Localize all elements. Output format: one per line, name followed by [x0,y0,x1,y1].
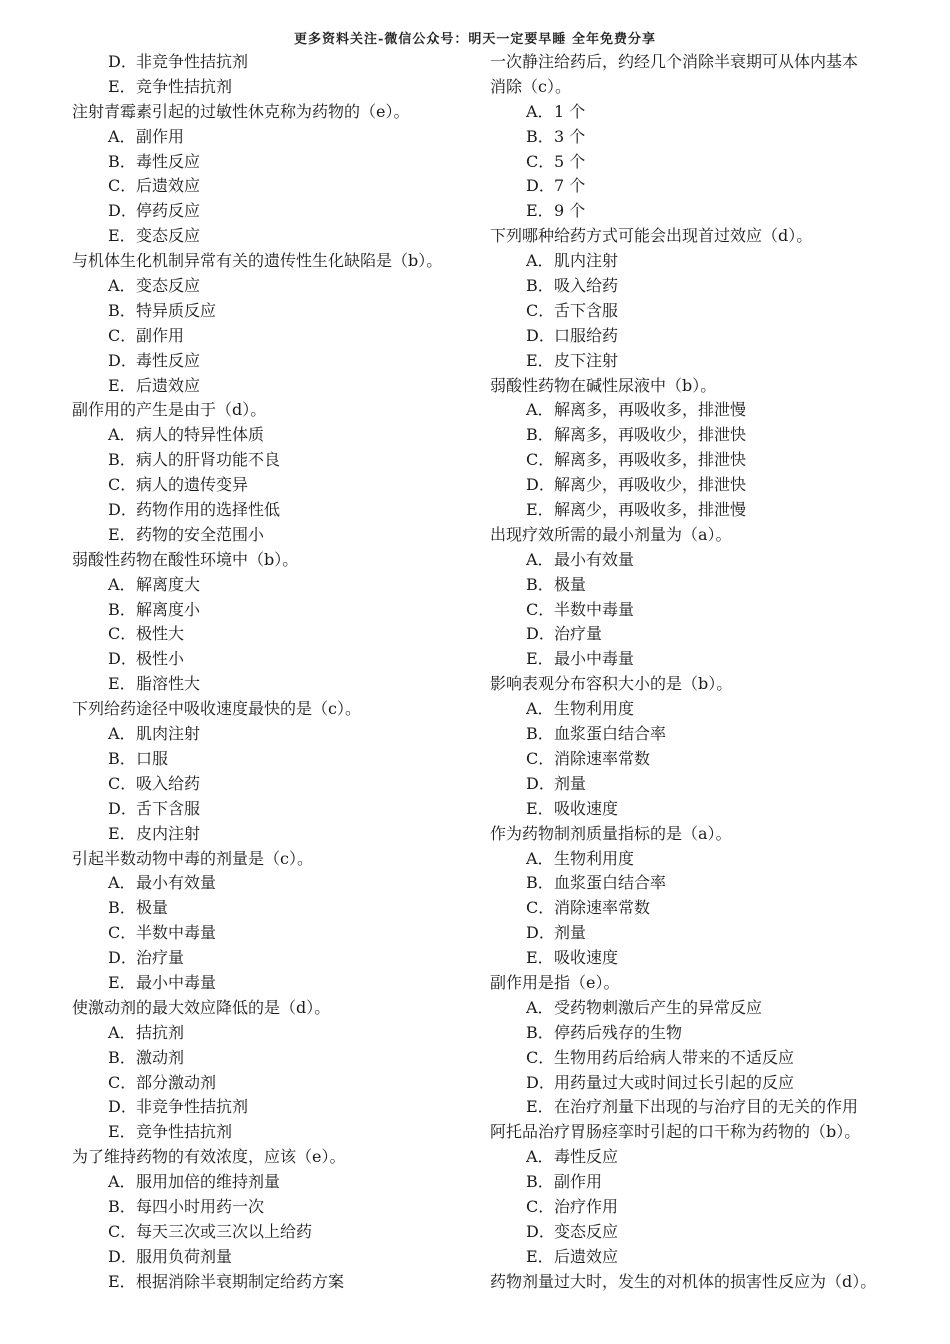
option-letter: D． [108,201,137,221]
option-text: 变态反应 [136,226,201,246]
option-text: 药物的安全范围小 [136,524,265,544]
option-text: 服用加倍的维持剂量 [136,1172,281,1192]
option-letter: B． [526,276,554,296]
answer-option [490,548,890,573]
option-letter: E． [108,972,136,992]
answer-option [490,772,890,797]
answer-option [72,1245,472,1270]
option-letter: C． [526,151,555,171]
option-letter: D． [526,1221,555,1241]
option-text: 皮内注射 [136,823,201,843]
option-letter: A． [108,873,136,893]
answer-option [72,1021,472,1046]
option-text: 解离度小 [136,599,201,619]
answer-option [490,747,890,772]
question-text: 引起半数动物中毒的剂量是（c）。 [72,848,313,868]
option-letter: A． [526,1147,554,1167]
answer-option [72,374,472,399]
answer-option [72,672,472,697]
option-letter: E． [108,823,136,843]
answer-option [72,448,472,473]
question-text: 副作用是指（e）。 [490,972,620,992]
answer-option [72,299,472,324]
option-text: 每四小时用药一次 [136,1196,265,1216]
answer-option [490,946,890,971]
answer-option [72,871,472,896]
option-text: 治疗量 [136,948,185,968]
option-letter: D． [108,52,137,71]
option-letter: D． [108,500,137,520]
option-text: 根据消除半衰期制定给药方案 [136,1271,345,1291]
option-letter: D． [526,325,555,345]
option-text: 极量 [136,898,169,918]
option-letter: D． [108,948,137,968]
option-text: 半数中毒量 [554,599,635,619]
answer-option [72,1095,472,1120]
option-text: 吸入给药 [554,276,619,296]
answer-option [72,349,472,374]
answer-option [72,199,472,224]
option-letter: A． [526,848,554,868]
option-text: 脂溶性大 [136,674,201,694]
answer-option [72,573,472,598]
option-letter: D． [108,1097,137,1117]
option-text: 最小中毒量 [136,972,217,992]
option-text: 在治疗剂量下出现的与治疗目的无关的作用 [554,1097,859,1117]
option-letter: A． [526,699,554,719]
answer-option [490,249,890,274]
option-text: 3 个 [554,126,586,146]
option-letter: A． [526,251,554,271]
answer-option [490,324,890,349]
option-text: 激动剂 [136,1047,185,1067]
answer-option [490,1245,890,1270]
option-letter: A． [108,276,136,296]
option-text: 生物利用度 [554,848,635,868]
option-text: 服用负荷剂量 [136,1246,233,1266]
option-letter: A． [108,1022,136,1042]
answer-option [490,274,890,299]
answer-option [72,747,472,772]
option-letter: C． [108,624,137,644]
answer-option [72,224,472,249]
option-letter: B． [526,425,554,445]
option-text: 部分激动剂 [136,1072,217,1092]
option-letter: B． [526,126,554,146]
option-text: 最小有效量 [554,549,635,569]
left-column [72,50,472,1295]
option-letter: C． [526,898,555,918]
answer-option [490,1195,890,1220]
option-letter: B． [526,1022,554,1042]
option-text: 受药物刺激后产生的异常反应 [554,997,763,1017]
answer-option [490,1145,890,1170]
option-letter: A． [526,549,554,569]
option-letter: D． [108,649,137,669]
option-letter: D． [108,350,137,370]
answer-option [490,1220,890,1245]
answer-option [490,125,890,150]
option-letter: E． [108,1271,136,1291]
option-text: 生物用药后给病人带来的不适反应 [554,1047,795,1067]
answer-option [72,523,472,548]
option-letter: E． [108,524,136,544]
option-text: 毒性反应 [554,1147,619,1167]
question-text: 注射青霉素引起的过敏性休克称为药物的（e）。 [72,101,410,121]
answer-option [72,150,472,175]
option-letter: B． [108,1047,136,1067]
question-text: 出现疗效所需的最小剂量为（a）。 [490,524,732,544]
option-letter: E． [108,375,136,395]
answer-option [72,722,472,747]
option-text: 极量 [554,574,587,594]
option-text: 9 个 [554,201,586,221]
question-text: 一次静注给药后，约经几个消除半衰期可从体内基本 [490,52,859,71]
option-text: 极性大 [136,624,185,644]
option-letter: B． [526,724,554,744]
option-text: 最小中毒量 [554,649,635,669]
option-letter: C． [108,1072,137,1092]
answer-option [72,647,472,672]
option-text: 病人的遗传变异 [136,475,249,495]
answer-option [72,1195,472,1220]
answer-option [72,75,472,100]
answer-option [72,1046,472,1071]
option-letter: D． [526,923,555,943]
answer-option [490,697,890,722]
option-text: 药物作用的选择性低 [136,500,281,520]
option-letter: A． [108,1172,136,1192]
answer-option [72,473,472,498]
option-letter: D． [526,1072,555,1092]
answer-option [72,174,472,199]
option-letter: B． [108,748,136,768]
option-letter: B． [108,151,136,171]
option-text: 口服 [136,748,169,768]
option-letter: E． [526,350,554,370]
question-text: 下列哪种给药方式可能会出现首过效应（d）。 [490,226,813,246]
option-text: 毒性反应 [136,350,201,370]
option-text: 肌肉注射 [136,724,201,744]
option-letter: E． [526,1246,554,1266]
answer-option [490,1170,890,1195]
page-header: 更多资料关注-微信公众号：明天一定要早睡 全年免费分享 [294,32,656,47]
option-letter: E． [526,649,554,669]
option-text: 5 个 [554,151,586,171]
option-text: 解离多，再吸收多，排泄快 [554,450,747,470]
option-text: 停药反应 [136,201,201,221]
option-text: 特异质反应 [136,300,217,320]
answer-option [490,722,890,747]
answer-option [490,871,890,896]
option-text: 剂量 [554,773,587,793]
option-letter: A． [108,724,136,744]
option-text: 解离度大 [136,574,201,594]
option-letter: E． [108,76,136,96]
answer-option [490,498,890,523]
option-text: 后遗效应 [136,375,201,395]
answer-option [72,921,472,946]
question-text: 消除（c）。 [490,76,571,96]
option-letter: C． [108,1221,137,1241]
answer-option [490,647,890,672]
question-text: 下列给药途径中吸收速度最快的是（c）。 [72,699,361,719]
option-letter: C． [108,325,137,345]
answer-option [72,498,472,523]
answer-option [72,1120,472,1145]
option-text: 血浆蛋白结合率 [554,724,667,744]
option-text: 竞争性拮抗剂 [136,76,233,96]
option-text: 副作用 [136,126,185,146]
option-letter: C． [526,1196,555,1216]
option-text: 血浆蛋白结合率 [554,873,667,893]
option-letter: D． [526,773,555,793]
answer-option [72,50,472,75]
option-text: 半数中毒量 [136,923,217,943]
option-letter: D． [526,475,555,495]
question-text: 弱酸性药物在碱性尿液中（b）。 [490,375,717,395]
answer-option [72,971,472,996]
answer-option [490,398,890,423]
option-letter: E． [526,948,554,968]
option-text: 竞争性拮抗剂 [136,1122,233,1142]
answer-option [72,1270,472,1295]
answer-option [72,598,472,623]
option-letter: E． [526,201,554,221]
question-text: 与机体生化机制异常有关的遗传性生化缺陷是（b）。 [72,251,443,271]
option-text: 舌下含服 [136,798,201,818]
option-text: 1 个 [554,101,586,121]
option-letter: B． [108,300,136,320]
option-letter: A． [108,425,136,445]
option-letter: C． [108,923,137,943]
answer-option [490,448,890,473]
option-text: 病人的特异性体质 [136,425,265,445]
answer-option [490,1021,890,1046]
option-text: 非竞争性拮抗剂 [136,1097,249,1117]
option-letter: C． [526,748,555,768]
option-letter: D． [108,798,137,818]
answer-option [72,772,472,797]
option-letter: C． [108,475,137,495]
answer-option [490,797,890,822]
answer-option [72,125,472,150]
option-text: 后遗效应 [554,1246,619,1266]
option-letter: E． [108,226,136,246]
option-text: 后遗效应 [136,176,201,196]
answer-option [490,100,890,125]
question-text: 药物剂量过大时，发生的对机体的损害性反应为（d）。 [490,1271,877,1291]
answer-option [490,1046,890,1071]
option-text: 极性小 [136,649,185,669]
option-text: 皮下注射 [554,350,619,370]
answer-option [490,1095,890,1120]
question-text: 为了维持药物的有效浓度，应该（e）。 [72,1147,346,1167]
option-letter: B． [526,1172,554,1192]
option-letter: A． [108,574,136,594]
option-text: 解离多，再吸收少，排泄快 [554,425,747,445]
option-text: 治疗作用 [554,1196,619,1216]
answer-option [490,1071,890,1096]
answer-option [490,573,890,598]
option-letter: D． [108,1246,137,1266]
answer-option [72,797,472,822]
answer-option [72,1071,472,1096]
option-letter: E． [526,1097,554,1117]
option-letter: D． [526,624,555,644]
right-column [490,50,890,1295]
option-letter: E． [526,500,554,520]
answer-option [72,324,472,349]
option-text: 毒性反应 [136,151,201,171]
answer-option [490,299,890,324]
question-text: 阿托品治疗胃肠痉挛时引起的口干称为药物的（b）。 [490,1122,861,1142]
answer-option [490,423,890,448]
option-text: 口服给药 [554,325,619,345]
answer-option [490,150,890,175]
question-text: 弱酸性药物在酸性环境中（b）。 [72,549,299,569]
option-text: 副作用 [554,1172,603,1192]
option-text: 生物利用度 [554,699,635,719]
answer-option [490,622,890,647]
question-text: 使激动剂的最大效应降低的是（d）。 [72,997,331,1017]
option-letter: A． [526,997,554,1017]
answer-option [490,199,890,224]
answer-option [490,896,890,921]
answer-option [490,996,890,1021]
option-letter: B． [526,873,554,893]
option-letter: A． [108,126,136,146]
option-letter: A． [526,400,554,420]
option-text: 剂量 [554,923,587,943]
option-text: 用药量过大或时间过长引起的反应 [554,1072,795,1092]
option-text: 非竞争性拮抗剂 [136,52,249,71]
option-letter: C． [526,1047,555,1067]
answer-option [490,847,890,872]
answer-option [72,423,472,448]
option-text: 最小有效量 [136,873,217,893]
option-letter: E． [108,674,136,694]
option-letter: A． [526,101,554,121]
answer-option [490,598,890,623]
option-text: 吸收速度 [554,948,619,968]
option-letter: E． [526,798,554,818]
option-text: 吸收速度 [554,798,619,818]
option-text: 拮抗剂 [136,1022,185,1042]
option-text: 消除速率常数 [554,898,651,918]
answer-option [72,896,472,921]
option-letter: B． [108,898,136,918]
option-letter: C． [526,300,555,320]
option-text: 变态反应 [136,276,201,296]
option-text: 每天三次或三次以上给药 [136,1221,313,1241]
option-text: 解离多，再吸收多，排泄慢 [554,400,747,420]
option-text: 治疗量 [554,624,603,644]
question-text: 影响表观分布容积大小的是（b）。 [490,674,733,694]
answer-option [490,473,890,498]
option-text: 7 个 [554,176,586,196]
answer-option [72,1220,472,1245]
option-letter: B． [526,574,554,594]
option-text: 停药后残存的生物 [554,1022,683,1042]
option-letter: C． [108,176,137,196]
option-letter: B． [108,450,136,470]
option-letter: C． [526,599,555,619]
answer-option [72,822,472,847]
option-text: 肌内注射 [554,251,619,271]
option-text: 副作用 [136,325,185,345]
option-text: 解离少，再吸收多，排泄慢 [554,500,747,520]
option-text: 变态反应 [554,1221,619,1241]
answer-option [490,174,890,199]
answer-option [490,349,890,374]
option-text: 舌下含服 [554,300,619,320]
option-letter: E． [108,1122,136,1142]
answer-option [490,921,890,946]
question-text: 作为药物制剂质量指标的是（a）。 [490,823,732,843]
option-text: 吸入给药 [136,773,201,793]
answer-option [72,1170,472,1195]
option-letter: B． [108,599,136,619]
answer-option [72,946,472,971]
option-letter: D． [526,176,555,196]
answer-option [72,622,472,647]
question-text: 副作用的产生是由于（d）。 [72,400,267,420]
option-text: 消除速率常数 [554,748,651,768]
option-text: 解离少，再吸收少，排泄快 [554,475,747,495]
option-text: 病人的肝肾功能不良 [136,450,281,470]
answer-option [72,274,472,299]
option-letter: C． [108,773,137,793]
option-letter: B． [108,1196,136,1216]
option-letter: C． [526,450,555,470]
